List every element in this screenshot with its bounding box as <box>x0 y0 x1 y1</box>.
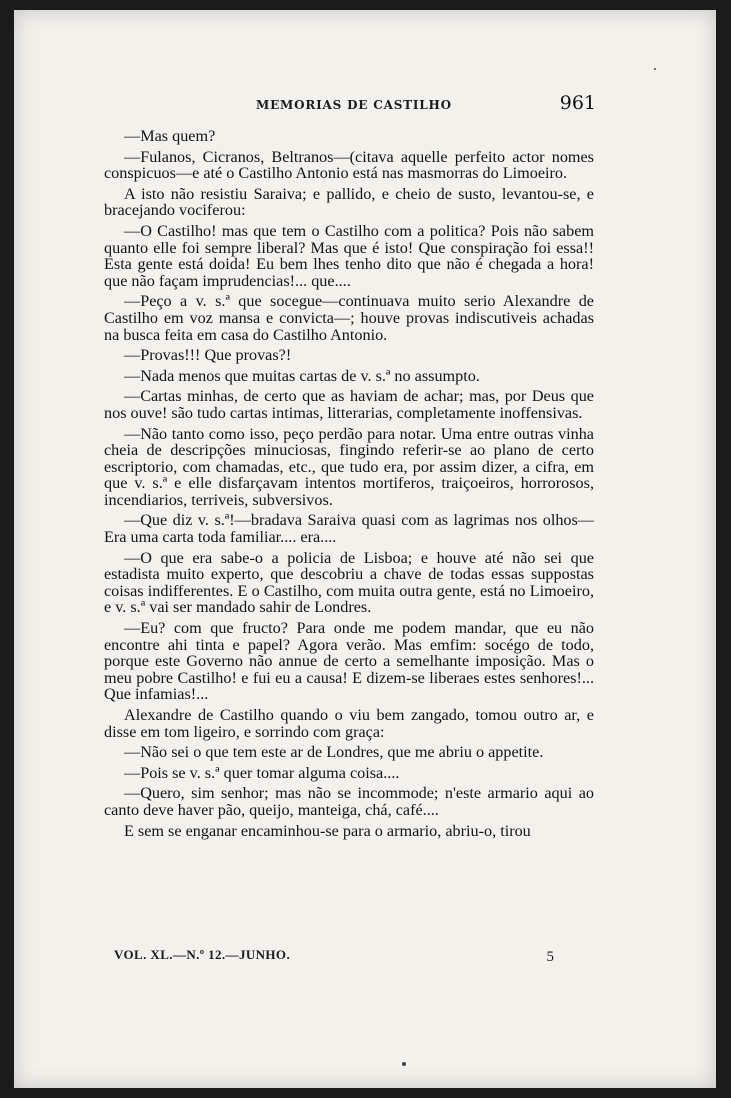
paragraph: E sem se enganar encaminhou-se para o armario, abriu-o, tirou <box>124 821 531 840</box>
paragraph: A isto não resistiu Saraiva; e pallido, e cheio de susto, levantou-se, e bracejando vociferou: <box>104 184 594 220</box>
page-header <box>106 92 596 120</box>
paragraph: —Quero, sim senhor; mas não se incommode; n'este armario aqui ao canto deve haver pão, queijo, manteiga, chá, café.... <box>104 784 594 819</box>
page-number: 961 <box>559 92 596 114</box>
paragraph: —Pois se v. s.ª quer tomar alguma coisa.... <box>124 763 400 782</box>
paragraph: —Nada menos que muitas cartas de v. s.ª no assumpto. <box>124 366 480 385</box>
paragraph: —Provas!!! Que provas?! <box>124 346 292 365</box>
paragraph: —O que era sabe-o a policia de Lisboa; e houve até não sei que estadista muito experto, que descobriu a chave de todas essas suppostas coisas indifferentes. E o Castilho, com muita outra gente, está no Limoeiro, e v. s.ª vai ser mandado sahir de Londres. <box>104 548 594 617</box>
paragraph: —Fulanos, Cicranos, Beltranos—(citava aquelle perfeito actor nomes conspicuos—e até o Castilho Antonio está nas masmorras do Limoeiro. <box>104 147 594 183</box>
page-footer <box>114 947 554 965</box>
paragraph: —Que diz v. s.ª!—bradava Saraiva quasi com as lagrimas nos olhos—Era uma carta toda familiar.... era.... <box>104 511 594 547</box>
paragraph: Alexandre de Castilho quando o viu bem zangado, tomou outro ar, e disse em tom ligeiro, e sorrindo com graça: <box>104 706 594 741</box>
paragraph: —Cartas minhas, de certo que as haviam de achar; mas, por Deus que nos ouve! são tudo cartas intimas, litterarias, completamente inoffensivas. <box>104 387 594 422</box>
sheet-number: 5 <box>546 949 554 965</box>
paragraph: —O Castilho! mas que tem o Castilho com a politica? Pois não sabem quanto elle foi sempre liberal? Mas que é isto! Que conspiração foi essa!! Esta gente está doida! Eu bem lhes tenho dito que não é chegada a hora! que não façam imprudencias!... que.... <box>104 221 594 290</box>
paragraph: —Peço a v. s.ª que socegue—continuava muito serio Alexandre de Castilho em voz mansa e convicta—; houve provas indiscutiveis achadas na busca feita em casa do Castilho Antonio. <box>104 292 594 344</box>
paragraph: —Não sei o que tem este ar de Londres, que me abriu o appetite. <box>124 743 544 762</box>
paragraph: —Mas quem? <box>124 127 216 145</box>
body-text <box>104 128 594 843</box>
paragraph: —Eu? com que fructo? Para onde me podem mandar, que eu não encontre ahi tinta e papel? Agora verão. Mas emfim: socégo de todo, porque este Governo não annue de certo a semelhante imposição. Mas o meu pobre Castilho! e fui eu a causa! E dizem-se liberaes estes senhores!... Que infamias!... <box>104 619 594 704</box>
running-head: MEMORIAS DE CASTILHO <box>256 98 452 112</box>
paper-speck <box>654 68 656 70</box>
signature-mark: VOL. XL.—N.º 12.—JUNHO. <box>114 947 291 962</box>
paper-speck <box>402 1062 406 1066</box>
book-page <box>14 10 716 1088</box>
paragraph: —Não tanto como isso, peço perdão para notar. Uma entre outras vinha cheia de descripções minuciosas, fingindo referir-se ao plano de certo escriptorio, com chamadas, etc., que tudo era, por assim dizer, a cifra, em que v. s.ª e elle disfarçavam intentos mortiferos, traiçoeiros, horrorosos, incendiarios, terriveis, subversivos. <box>104 424 594 509</box>
